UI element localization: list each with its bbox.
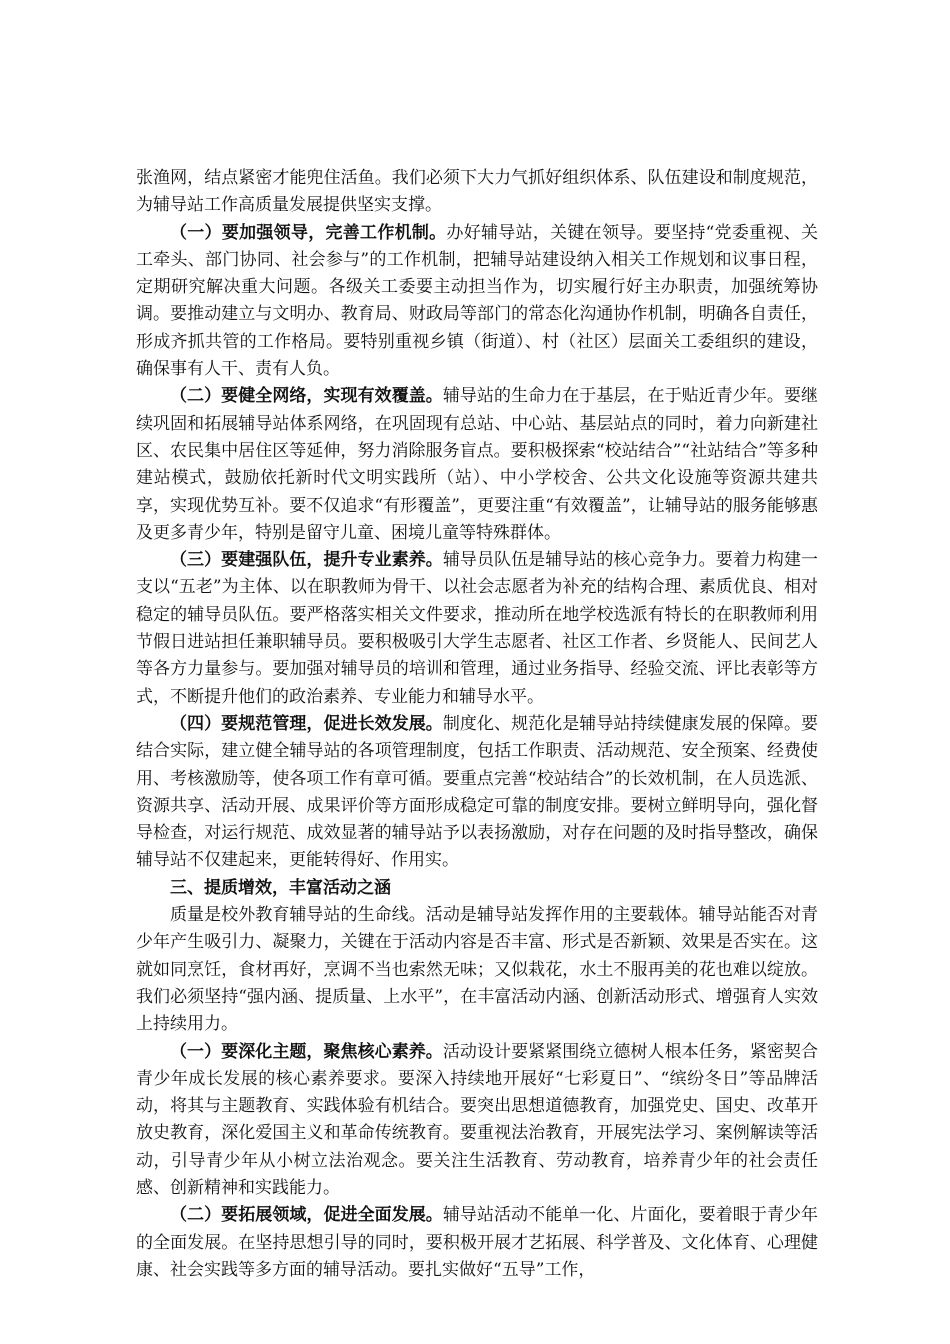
paragraph-text: 活动设计要紧紧围绕立德树人根本任务，紧密契合青少年成长发展的核心素养要求。要深入持续地开展好“七彩夏日”、“缤纷冬日”等品牌活动，将其与主题教育、实践体验有机结合。要突出思想道德教育，加强党史、国史、改革开放史教育，深化爱国主义和革命传统教育。要重视法治教育，开展宪法学习、案例解读等活动，引导青少年从小树立法治观念。要关注生活教育、劳动教育，培养青少年的社会责任感、创新精神和实践能力。 — [136, 1041, 819, 1198]
paragraph-3 — [136, 383, 818, 547]
paragraph-text: 制度化、规范化是辅导站持续健康发展的保障。要结合实际，建立健全辅导站的各项管理制度，包括工作职责、活动规范、安全预案、经费使用、考核激励等，使各项工作有章可循。要重点完善“校站结合”的长效机制，在人员选派、资源共享、活动开展、成果评价等方面形成稳定可靠的制度安排。要树立鲜明导向，强化督导检查，对运行规范、成效显著的辅导站予以表扬激励，对存在问题的及时指导整改，确保辅导站不仅建起来，更能转得好、作用实。 — [136, 713, 819, 871]
paragraph-8 — [136, 1202, 818, 1284]
paragraph-1 — [136, 165, 818, 220]
paragraph-text: 办好辅导站，关键在领导。要坚持“党委重视、关工牵头、部门协同、社会参与”的工作机制，把辅导站建设纳入相关工作规划和议事日程，定期研究解决重大问题。各级关工委要主动担当作为，切实履行好主办职责，加强统筹协调。要推动建立与文明办、教育局、财政局等部门的常态化沟通协作机制，明确各自责任，形成齐抓共管的工作格局。要特别重视乡镇（街道）、村（社区）层面关工委组织的建设，确保事有人干、责有人负。 — [136, 222, 818, 380]
paragraph-lead: （四）要规范管理，促进长效发展。 — [170, 713, 443, 734]
section-heading-text: 三、提质增效，丰富活动之涵 — [170, 877, 391, 898]
paragraph-text: 辅导站活动不能单一化、片面化，要着眼于青少年的全面发展。在坚持思想引导的同时，要积极开展才艺拓展、科学普及、文化体育、心理健康、社会实践等多方面的辅导活动。要扎实做好“五导”工作， — [136, 1205, 819, 1280]
paragraph-lead: （一）要加强领导，完善工作机制。 — [170, 222, 447, 243]
paragraph-text: 张渔网，结点紧密才能兜住活鱼。我们必须下大力气抓好组织体系、队伍建设和制度规范，为辅导站工作高质量发展提供坚实支撑。 — [136, 168, 818, 216]
paragraph-7 — [136, 1039, 818, 1203]
paragraph-lead: （二）要拓展领域，促进全面发展。 — [170, 1205, 443, 1226]
paragraph-lead: （三）要建强队伍，提升专业素养。 — [170, 550, 443, 571]
paragraph-text: 质量是校外教育辅导站的生命线。活动是辅导站发挥作用的主要载体。辅导站能否对青少年产生吸引力、凝聚力，关键在于活动内容是否丰富、形式是否新颖、效果是否实在。这就如同烹饪，食材再好，烹调不当也索然无味；又似栽花，水土不服再美的花也难以绽放。我们必须坚持“强内涵、提质量、上水平”，在丰富活动内涵、创新活动形式、增强育人实效上持续用力。 — [136, 905, 818, 1035]
paragraph-lead: （二）要健全网络，实现有效覆盖。 — [170, 386, 443, 407]
paragraph-text: 辅导站的生命力在于基层，在于贴近青少年。要继续巩固和拓展辅导站体系网络，在巩固现有总站、中心站、基层站点的同时，着力向新建社区、农民集中居住区等延伸，努力消除服务盲点。要积极探索“校站结合”“社站结合”等多种建站模式，鼓励依托新时代文明实践所（站）、中小学校舍、公共文化设施等资源共建共享，实现优势互补。要不仅追求“有形覆盖”，更要注重“有效覆盖”，让辅导站的服务能够惠及更多青少年，特别是留守儿童、困境儿童等特殊群体。 — [136, 386, 819, 543]
paragraph-4 — [136, 547, 818, 711]
paragraph-text: 辅导员队伍是辅导站的核心竞争力。要着力构建一支以“五老”为主体、以在职教师为骨干、以社会志愿者为补充的结构合理、素质优良、相对稳定的辅导员队伍。要严格落实相关文件要求，推动所在地学校选派有特长的在职教师利用节假日进站担任兼职辅导员。要积极吸引大学生志愿者、社区工作者、乡贤能人、民间艺人等各方力量参与。要加强对辅导员的培训和管理，通过业务指导、经验交流、评比表彰等方式，不断提升他们的政治素养、专业能力和辅导水平。 — [136, 550, 819, 707]
paragraph-6 — [136, 902, 818, 1038]
document-page — [136, 165, 818, 1284]
section-heading — [136, 875, 818, 902]
paragraph-5 — [136, 711, 818, 875]
paragraph-2 — [136, 220, 818, 384]
paragraph-lead: （一）要深化主题，聚焦核心素养。 — [170, 1041, 443, 1062]
